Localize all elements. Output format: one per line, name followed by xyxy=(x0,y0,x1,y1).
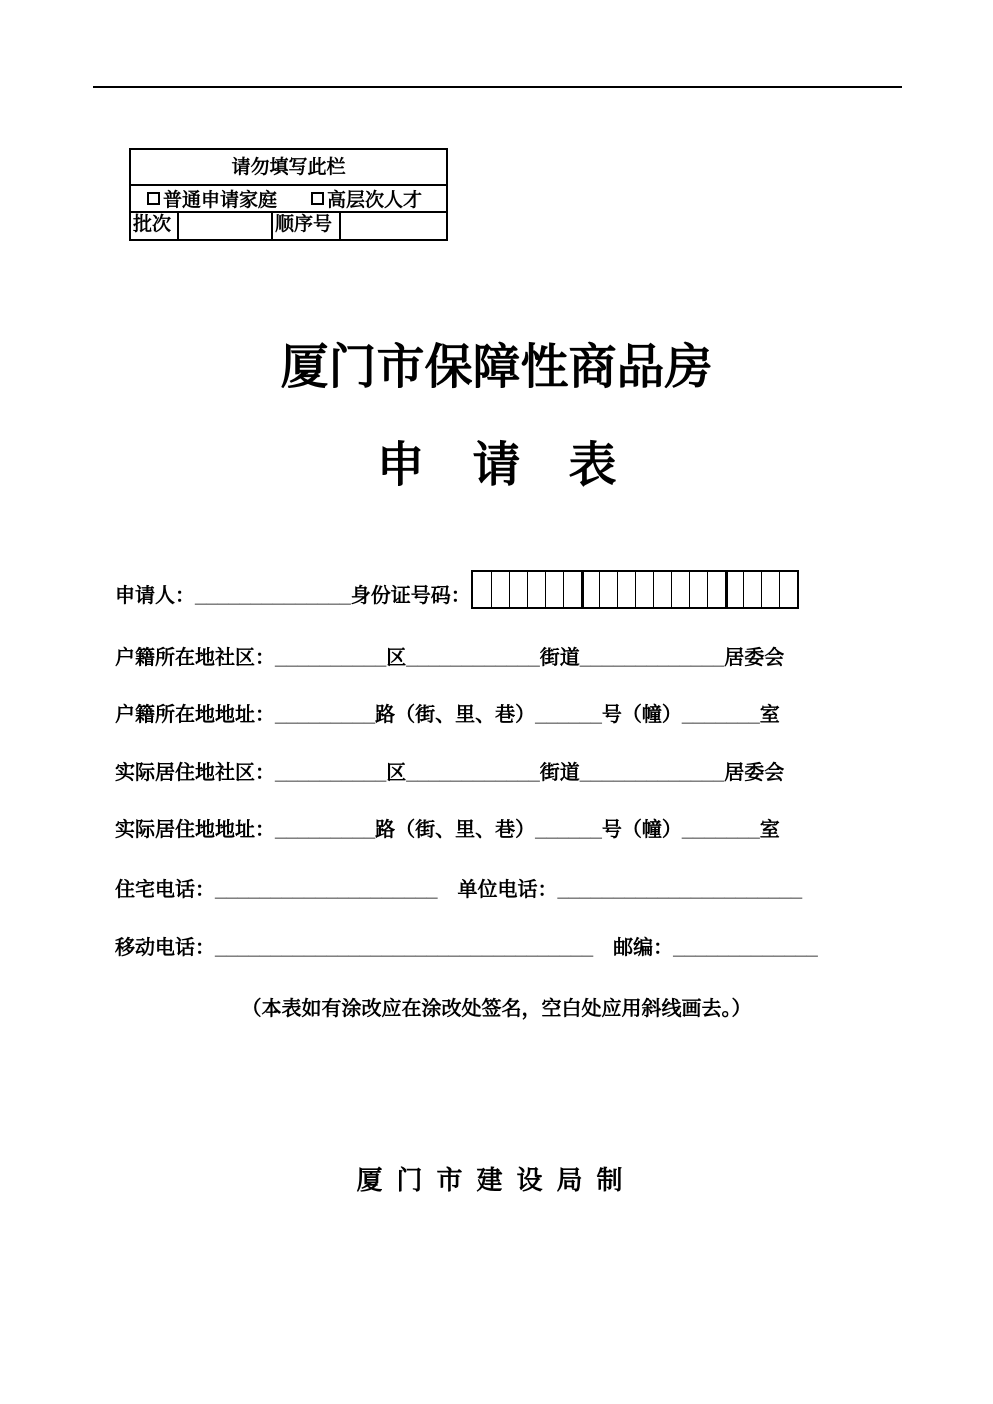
option-high-level-talent-label: 高层次人才 xyxy=(327,190,423,211)
household-address-row[interactable]: 户籍所在地地址：_________路（街、里、巷）______号（幢）_______室 xyxy=(115,704,780,726)
do-not-fill-header: 请勿填写此栏 xyxy=(131,150,446,186)
issuing-authority: 厦门市建设局制 xyxy=(356,1165,637,1195)
mobile-postcode-row[interactable]: 移动电话：__________________________________ 邮编：_____________ xyxy=(115,937,818,959)
household-community-row[interactable]: 户籍所在地社区：__________区____________街道_____________居委会 xyxy=(115,647,785,669)
option-ordinary-family-label: 普通申请家庭 xyxy=(163,190,278,211)
page-title-line2: 申 请 表 xyxy=(376,439,617,492)
page-title-line1: 厦门市保障性商品房 xyxy=(280,341,713,394)
batch-label: 批次 xyxy=(133,214,172,235)
home-work-phone-row[interactable]: 住宅电话：____________________ 单位电话：______________________ xyxy=(115,879,803,901)
sequence-label: 顺序号 xyxy=(271,213,339,239)
correction-note: （本表如有涂改应在涂改处签名，空白处应用斜线画去。） xyxy=(241,998,752,1020)
applicant-id-label[interactable]: 申请人：______________身份证号码： xyxy=(115,585,471,607)
residence-community-row[interactable]: 实际居住地社区：__________区____________街道_____________居委会 xyxy=(115,762,785,784)
residence-address-row[interactable]: 实际居住地地址：_________路（街、里、巷）______号（幢）_______室 xyxy=(115,819,780,841)
